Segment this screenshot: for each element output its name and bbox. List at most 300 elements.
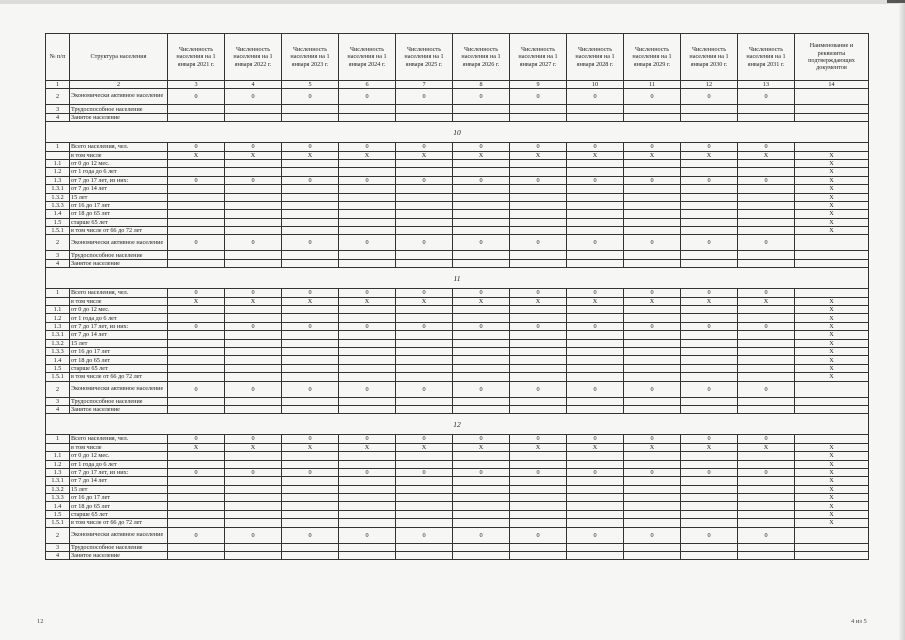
value-cell xyxy=(339,210,396,218)
value-cell: 0 xyxy=(567,435,624,443)
row-label: от 0 до 12 мес. xyxy=(70,306,168,314)
value-cell: 0 xyxy=(453,235,510,251)
value-cell: 0 xyxy=(681,468,738,476)
value-cell xyxy=(339,519,396,527)
value-cell xyxy=(282,193,339,201)
row-number: 1 xyxy=(46,289,70,297)
value-cell xyxy=(168,519,225,527)
value-cell: X xyxy=(339,443,396,451)
footer-page-code: 12 xyxy=(37,618,44,625)
value-cell: 0 xyxy=(168,527,225,543)
value-cell xyxy=(681,339,738,347)
row-number: 1.3.2 xyxy=(46,485,70,493)
value-cell xyxy=(510,552,567,560)
value-cell: 0 xyxy=(339,435,396,443)
table-row xyxy=(46,289,869,297)
value-cell: 0 xyxy=(624,435,681,443)
value-cell xyxy=(225,519,282,527)
doc-cell: X xyxy=(795,306,869,314)
value-cell xyxy=(681,356,738,364)
value-cell xyxy=(681,159,738,167)
value-cell xyxy=(396,105,453,113)
value-cell xyxy=(510,364,567,372)
value-cell: 0 xyxy=(396,527,453,543)
value-cell xyxy=(396,405,453,413)
value-cell xyxy=(567,373,624,381)
header-year-2023: Численность населения на 1 января 2023 г. xyxy=(282,34,339,81)
value-cell: 0 xyxy=(282,89,339,105)
value-cell: 0 xyxy=(738,289,795,297)
doc-cell: X xyxy=(795,331,869,339)
value-cell xyxy=(624,373,681,381)
value-cell: 0 xyxy=(681,176,738,184)
value-cell: 0 xyxy=(624,468,681,476)
value-cell: 0 xyxy=(738,235,795,251)
value-cell xyxy=(282,477,339,485)
value-cell xyxy=(510,485,567,493)
value-cell xyxy=(510,405,567,413)
value-cell xyxy=(168,552,225,560)
doc-cell xyxy=(795,397,869,405)
value-cell xyxy=(567,397,624,405)
row-label: в том числе от 66 до 72 лет xyxy=(70,519,168,527)
value-cell xyxy=(567,201,624,209)
value-cell xyxy=(510,510,567,518)
value-cell: X xyxy=(453,151,510,159)
value-cell: X xyxy=(282,297,339,305)
table-row xyxy=(46,381,869,397)
value-cell xyxy=(339,552,396,560)
value-cell: X xyxy=(168,443,225,451)
row-number: 4 xyxy=(46,113,70,121)
row-label: от 16 до 17 лет xyxy=(70,494,168,502)
value-cell: 0 xyxy=(567,176,624,184)
value-cell xyxy=(567,227,624,235)
doc-cell: X xyxy=(795,373,869,381)
value-cell xyxy=(225,364,282,372)
value-cell xyxy=(624,306,681,314)
row-label: от 18 до 65 лет xyxy=(70,210,168,218)
value-cell xyxy=(681,185,738,193)
doc-cell: X xyxy=(795,519,869,527)
value-cell xyxy=(738,113,795,121)
row-label: Трудоспособное население xyxy=(70,105,168,113)
value-cell xyxy=(168,452,225,460)
value-cell xyxy=(681,306,738,314)
value-cell xyxy=(738,543,795,551)
row-number: 1.2 xyxy=(46,314,70,322)
value-cell: X xyxy=(624,443,681,451)
value-cell xyxy=(396,185,453,193)
value-cell xyxy=(624,251,681,259)
value-cell: 0 xyxy=(624,235,681,251)
value-cell xyxy=(225,543,282,551)
row-number: 1.5 xyxy=(46,364,70,372)
value-cell xyxy=(396,510,453,518)
value-cell xyxy=(567,218,624,226)
value-cell: 0 xyxy=(225,176,282,184)
header-year-2024: Численность населения на 1 января 2024 г. xyxy=(339,34,396,81)
value-cell xyxy=(510,218,567,226)
value-cell xyxy=(282,519,339,527)
column-number: 7 xyxy=(396,81,453,89)
value-cell: 0 xyxy=(510,143,567,151)
value-cell xyxy=(396,113,453,121)
row-label: от 16 до 17 лет xyxy=(70,347,168,355)
value-cell: 0 xyxy=(510,235,567,251)
value-cell xyxy=(453,347,510,355)
value-cell xyxy=(453,405,510,413)
value-cell xyxy=(225,331,282,339)
value-cell: 0 xyxy=(168,322,225,330)
row-label: от 18 до 65 лет xyxy=(70,356,168,364)
table-row xyxy=(46,306,869,314)
value-cell xyxy=(624,356,681,364)
value-cell: 0 xyxy=(681,381,738,397)
row-number: 1.3.1 xyxy=(46,477,70,485)
value-cell xyxy=(282,227,339,235)
value-cell xyxy=(225,227,282,235)
row-number: 1.3.1 xyxy=(46,331,70,339)
value-cell xyxy=(168,201,225,209)
value-cell xyxy=(567,552,624,560)
column-number: 9 xyxy=(510,81,567,89)
value-cell xyxy=(282,485,339,493)
header-year-2022: Численность населения на 1 января 2022 г. xyxy=(225,34,282,81)
doc-cell: X xyxy=(795,468,869,476)
value-cell: X xyxy=(681,151,738,159)
value-cell xyxy=(510,201,567,209)
value-cell: 0 xyxy=(681,322,738,330)
value-cell xyxy=(510,159,567,167)
table-row xyxy=(46,168,869,176)
value-cell xyxy=(510,519,567,527)
row-number: 3 xyxy=(46,543,70,551)
value-cell xyxy=(738,314,795,322)
value-cell xyxy=(738,519,795,527)
table-row xyxy=(46,356,869,364)
value-cell xyxy=(453,251,510,259)
row-number: 1.1 xyxy=(46,452,70,460)
value-cell xyxy=(168,227,225,235)
value-cell xyxy=(225,460,282,468)
doc-cell: X xyxy=(795,502,869,510)
row-label: в том числе от 66 до 72 лет xyxy=(70,373,168,381)
table-row xyxy=(46,373,869,381)
value-cell xyxy=(681,485,738,493)
value-cell xyxy=(453,105,510,113)
value-cell: 0 xyxy=(339,89,396,105)
value-cell xyxy=(510,251,567,259)
value-cell xyxy=(396,331,453,339)
value-cell xyxy=(225,494,282,502)
value-cell xyxy=(738,364,795,372)
row-label: 15 лет xyxy=(70,339,168,347)
value-cell xyxy=(738,168,795,176)
value-cell xyxy=(225,159,282,167)
value-cell xyxy=(225,477,282,485)
table-row xyxy=(46,259,869,267)
value-cell: 0 xyxy=(396,176,453,184)
value-cell xyxy=(624,510,681,518)
table-row xyxy=(46,443,869,451)
value-cell: 0 xyxy=(453,176,510,184)
value-cell xyxy=(567,210,624,218)
table-row xyxy=(46,477,869,485)
value-cell xyxy=(225,347,282,355)
value-cell: 0 xyxy=(567,468,624,476)
value-cell xyxy=(339,306,396,314)
value-cell xyxy=(225,552,282,560)
value-cell xyxy=(396,339,453,347)
table-row xyxy=(46,468,869,476)
row-label: от 1 года до 6 лет xyxy=(70,168,168,176)
header-docs: Наименование и реквизиты подтверждающих документов xyxy=(795,34,869,81)
value-cell: 0 xyxy=(339,322,396,330)
table-row xyxy=(46,218,869,226)
value-cell: X xyxy=(453,443,510,451)
value-cell xyxy=(738,331,795,339)
value-cell: 0 xyxy=(396,468,453,476)
row-label: 15 лет xyxy=(70,193,168,201)
row-number: 1.3 xyxy=(46,176,70,184)
row-label: Всего населения, чел. xyxy=(70,143,168,151)
value-cell xyxy=(453,552,510,560)
value-cell xyxy=(510,185,567,193)
value-cell xyxy=(225,185,282,193)
value-cell: X xyxy=(168,297,225,305)
table-row xyxy=(46,397,869,405)
value-cell xyxy=(624,477,681,485)
value-cell: 0 xyxy=(282,235,339,251)
value-cell: X xyxy=(453,297,510,305)
value-cell xyxy=(681,405,738,413)
value-cell xyxy=(681,502,738,510)
row-label: в том числе xyxy=(70,443,168,451)
row-label: Занятое население xyxy=(70,113,168,121)
value-cell xyxy=(339,201,396,209)
value-cell xyxy=(339,193,396,201)
value-cell xyxy=(339,477,396,485)
value-cell xyxy=(567,494,624,502)
row-number: 1.5.1 xyxy=(46,227,70,235)
column-number: 11 xyxy=(624,81,681,89)
value-cell xyxy=(225,405,282,413)
value-cell xyxy=(168,259,225,267)
value-cell xyxy=(225,259,282,267)
row-number: 1.5 xyxy=(46,218,70,226)
row-number: 4 xyxy=(46,259,70,267)
value-cell xyxy=(681,510,738,518)
column-number: 2 xyxy=(70,81,168,89)
value-cell xyxy=(567,306,624,314)
header-year-2026: Численность населения на 1 января 2026 г. xyxy=(453,34,510,81)
value-cell: 0 xyxy=(624,89,681,105)
value-cell xyxy=(738,485,795,493)
header-year-2031: Численность населения на 1 января 2031 г. xyxy=(738,34,795,81)
population-structure-table xyxy=(45,33,869,560)
value-cell xyxy=(339,331,396,339)
row-label: в том числе xyxy=(70,151,168,159)
value-cell xyxy=(168,314,225,322)
value-cell xyxy=(453,397,510,405)
value-cell xyxy=(225,356,282,364)
value-cell xyxy=(339,314,396,322)
value-cell xyxy=(453,185,510,193)
value-cell: 0 xyxy=(282,143,339,151)
doc-cell: X xyxy=(795,185,869,193)
value-cell xyxy=(339,339,396,347)
value-cell xyxy=(225,218,282,226)
value-cell xyxy=(738,347,795,355)
value-cell: 0 xyxy=(168,468,225,476)
value-cell xyxy=(738,227,795,235)
value-cell xyxy=(738,210,795,218)
value-cell xyxy=(282,331,339,339)
row-label: от 7 до 17 лет, из них: xyxy=(70,468,168,476)
doc-cell: X xyxy=(795,443,869,451)
value-cell: 0 xyxy=(738,381,795,397)
value-cell: 0 xyxy=(168,289,225,297)
value-cell xyxy=(225,373,282,381)
row-label: старше 65 лет xyxy=(70,364,168,372)
value-cell xyxy=(624,314,681,322)
value-cell xyxy=(282,168,339,176)
value-cell xyxy=(168,331,225,339)
table-row xyxy=(46,527,869,543)
value-cell xyxy=(738,502,795,510)
value-cell xyxy=(453,210,510,218)
value-cell: 0 xyxy=(168,176,225,184)
value-cell xyxy=(453,331,510,339)
value-cell xyxy=(624,105,681,113)
value-cell xyxy=(282,259,339,267)
value-cell xyxy=(453,373,510,381)
scan-edge-top xyxy=(0,0,905,4)
table-row xyxy=(46,510,869,518)
column-number: 14 xyxy=(795,81,869,89)
value-cell: 0 xyxy=(681,89,738,105)
value-cell xyxy=(282,405,339,413)
doc-cell: X xyxy=(795,494,869,502)
doc-cell: X xyxy=(795,339,869,347)
header-year-2030: Численность населения на 1 января 2030 г. xyxy=(681,34,738,81)
value-cell xyxy=(282,159,339,167)
value-cell: 0 xyxy=(567,527,624,543)
value-cell xyxy=(168,193,225,201)
value-cell xyxy=(624,218,681,226)
doc-cell: X xyxy=(795,347,869,355)
header-row xyxy=(46,34,869,81)
value-cell xyxy=(168,105,225,113)
doc-cell xyxy=(795,251,869,259)
value-cell xyxy=(396,347,453,355)
value-cell xyxy=(339,502,396,510)
value-cell: X xyxy=(339,151,396,159)
value-cell: 0 xyxy=(339,527,396,543)
value-cell xyxy=(567,251,624,259)
value-cell xyxy=(168,218,225,226)
doc-cell: X xyxy=(795,356,869,364)
value-cell xyxy=(681,193,738,201)
value-cell xyxy=(396,193,453,201)
value-cell xyxy=(453,510,510,518)
value-cell xyxy=(624,227,681,235)
value-cell: 0 xyxy=(510,435,567,443)
value-cell xyxy=(282,218,339,226)
value-cell xyxy=(681,218,738,226)
row-number: 1 xyxy=(46,143,70,151)
value-cell xyxy=(282,347,339,355)
value-cell xyxy=(567,364,624,372)
value-cell: 0 xyxy=(168,89,225,105)
value-cell xyxy=(510,477,567,485)
value-cell: X xyxy=(339,297,396,305)
row-label: от 7 до 17 лет, из них: xyxy=(70,176,168,184)
value-cell xyxy=(681,113,738,121)
value-cell xyxy=(738,201,795,209)
value-cell xyxy=(738,477,795,485)
value-cell xyxy=(339,494,396,502)
value-cell xyxy=(453,364,510,372)
value-cell xyxy=(168,347,225,355)
value-cell: 0 xyxy=(738,143,795,151)
table-row xyxy=(46,339,869,347)
value-cell xyxy=(168,494,225,502)
value-cell xyxy=(168,210,225,218)
row-number xyxy=(46,297,70,305)
doc-cell: X xyxy=(795,510,869,518)
doc-cell: X xyxy=(795,193,869,201)
value-cell xyxy=(681,519,738,527)
section-label: 10 xyxy=(46,122,869,143)
value-cell xyxy=(738,259,795,267)
value-cell: 0 xyxy=(681,527,738,543)
row-label: от 7 до 14 лет xyxy=(70,477,168,485)
value-cell xyxy=(396,227,453,235)
value-cell: 0 xyxy=(453,435,510,443)
row-number: 1.3.3 xyxy=(46,347,70,355)
value-cell xyxy=(396,159,453,167)
value-cell: X xyxy=(567,443,624,451)
row-label: Занятое население xyxy=(70,552,168,560)
value-cell: 0 xyxy=(681,289,738,297)
section-header-row xyxy=(46,122,869,143)
value-cell xyxy=(282,460,339,468)
row-label: от 7 до 14 лет xyxy=(70,185,168,193)
section-label: 12 xyxy=(46,414,869,435)
value-cell: 0 xyxy=(453,381,510,397)
table-row xyxy=(46,176,869,184)
row-number: 1.3.2 xyxy=(46,339,70,347)
value-cell xyxy=(225,339,282,347)
value-cell xyxy=(738,405,795,413)
row-label: от 7 до 17 лет, из них: xyxy=(70,322,168,330)
value-cell: 0 xyxy=(396,143,453,151)
value-cell xyxy=(681,552,738,560)
doc-cell xyxy=(795,289,869,297)
value-cell xyxy=(453,159,510,167)
row-label: в том числе от 66 до 72 лет xyxy=(70,227,168,235)
value-cell: 0 xyxy=(225,527,282,543)
doc-cell xyxy=(795,259,869,267)
value-cell: 0 xyxy=(510,381,567,397)
header-year-2029: Численность населения на 1 января 2029 г. xyxy=(624,34,681,81)
value-cell xyxy=(282,113,339,121)
value-cell: 0 xyxy=(681,435,738,443)
value-cell xyxy=(624,259,681,267)
value-cell: 0 xyxy=(624,527,681,543)
